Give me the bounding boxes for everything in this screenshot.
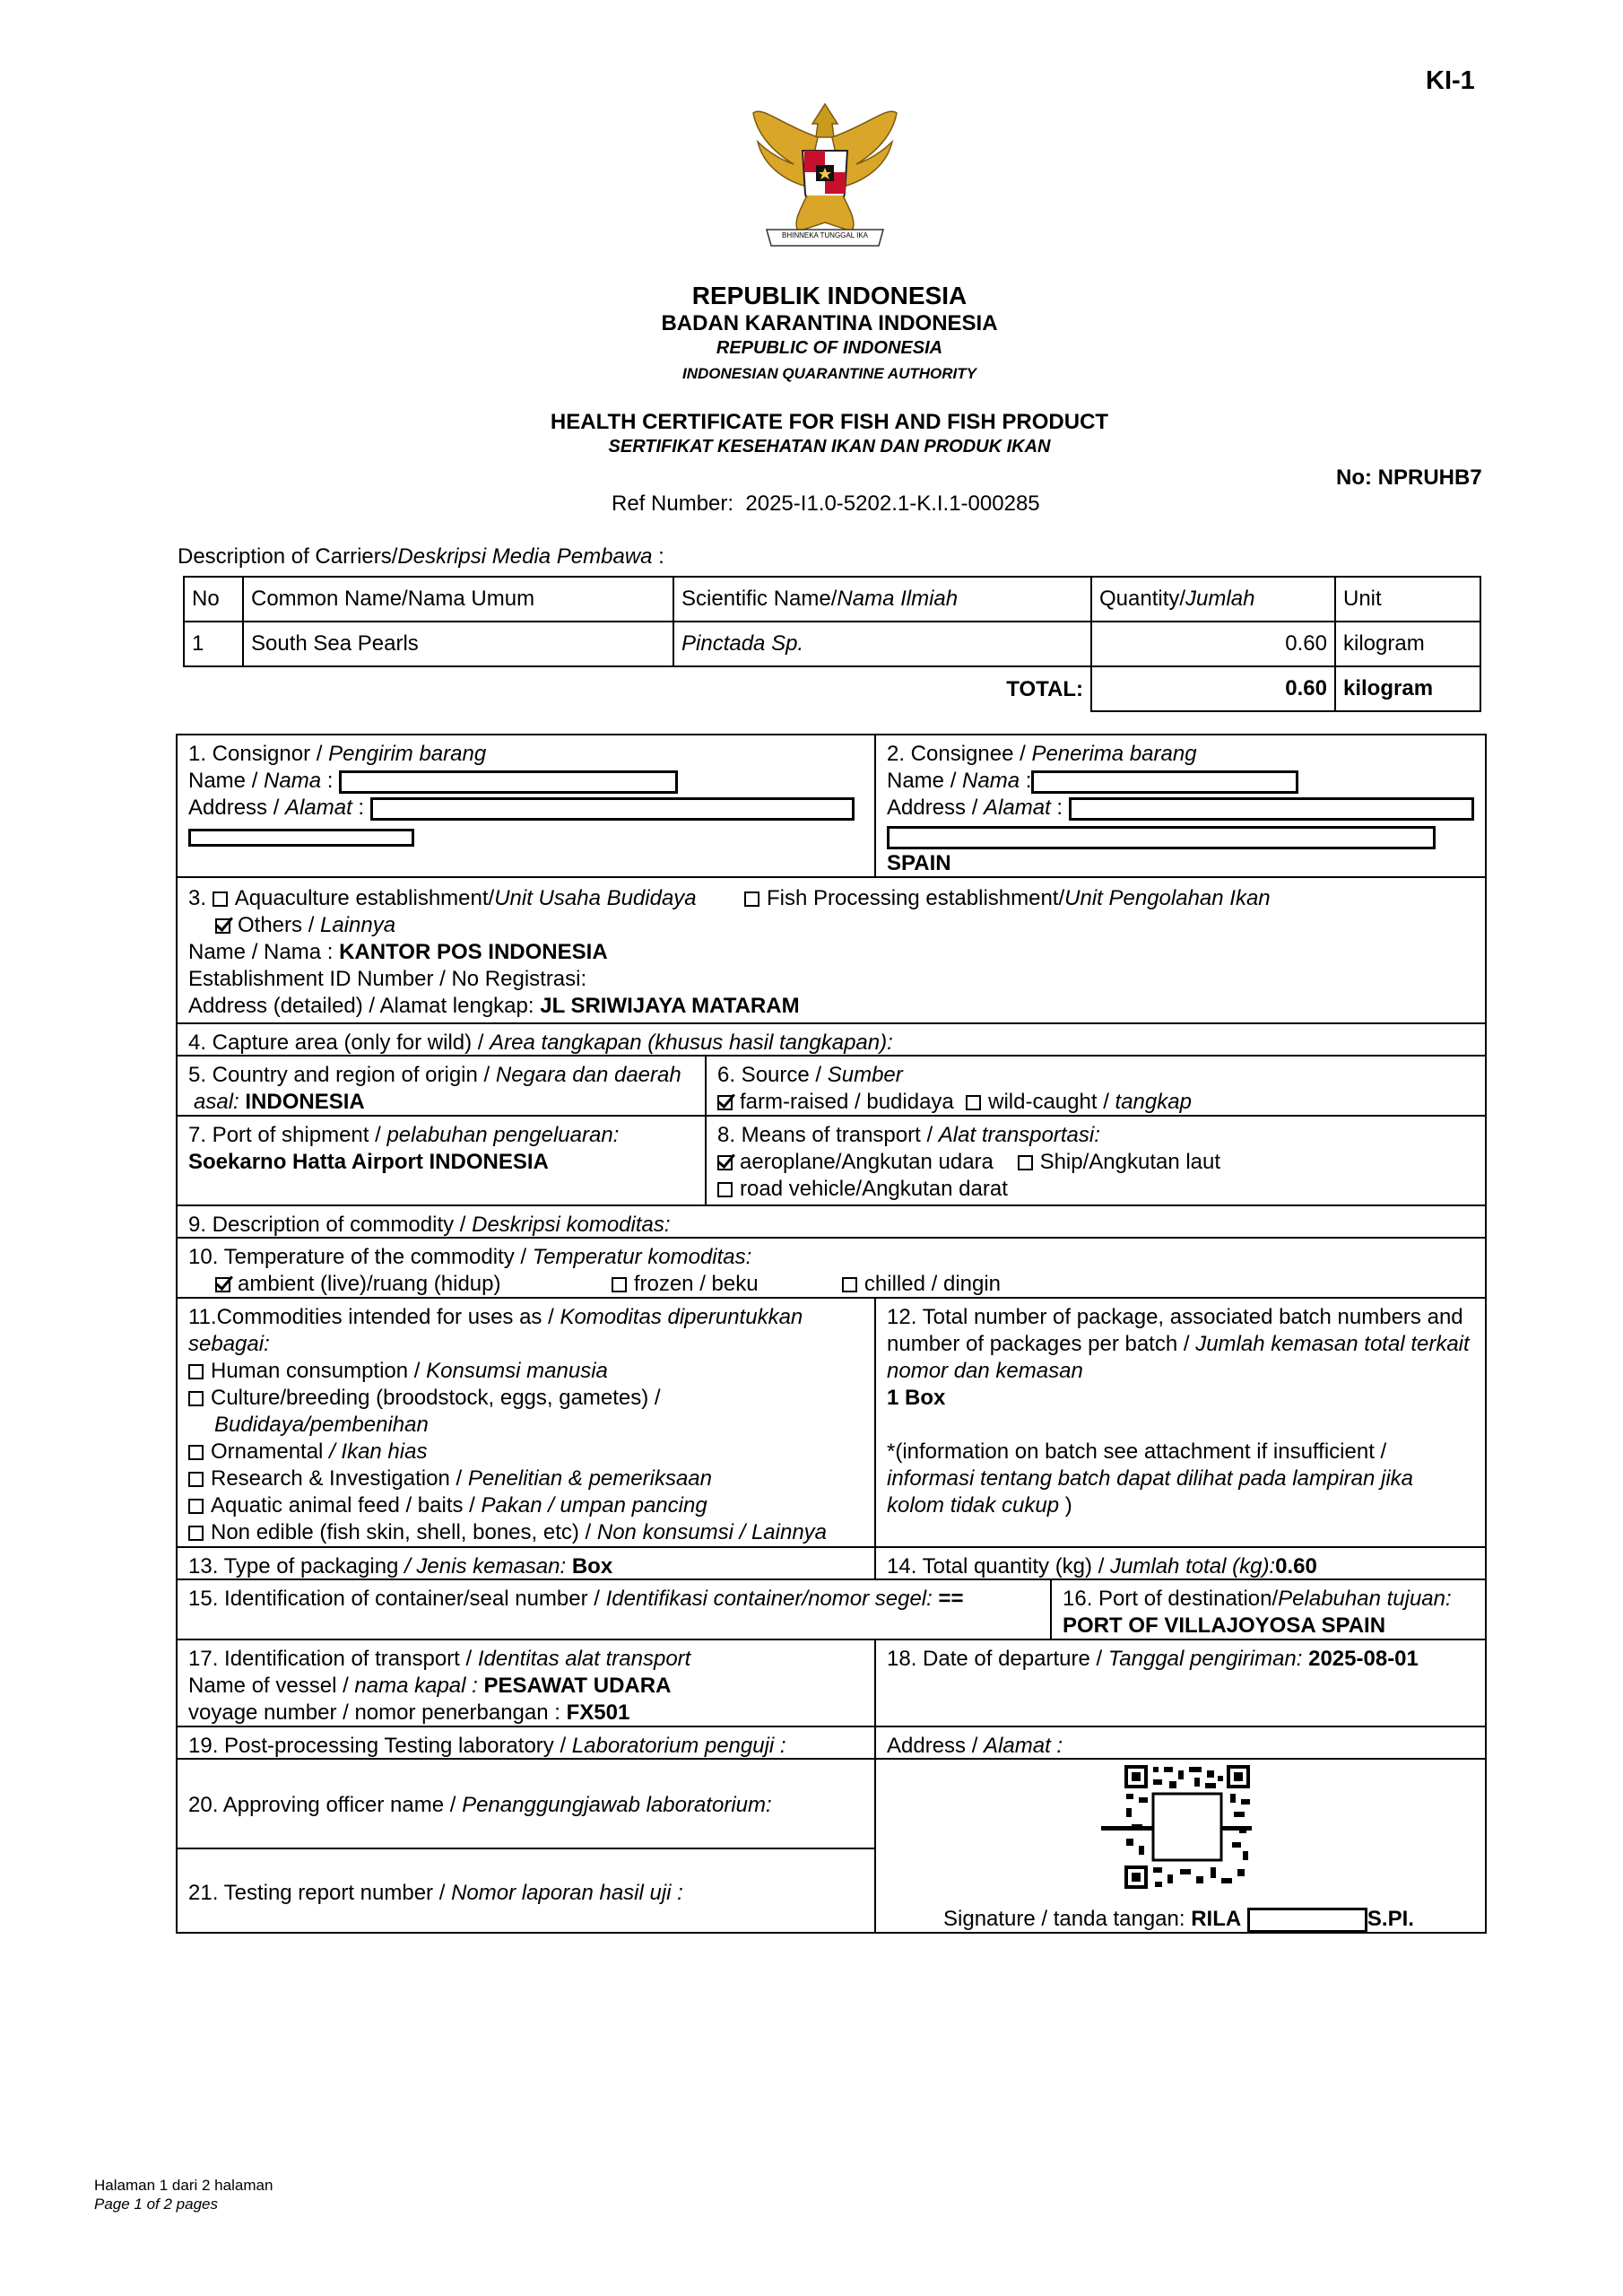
total-quantity-value: 0.60 <box>1275 1554 1317 1578</box>
source-box: 6. Source / Sumber farm-raised / budidaya wild-caught / tangkap <box>717 1063 1192 1114</box>
qr-code <box>1099 1763 1254 1891</box>
redacted-signature-name <box>1247 1908 1367 1933</box>
signature-line <box>943 1906 1414 1933</box>
row-quantity: 0.60 <box>1091 622 1335 666</box>
row-unit: kilogram <box>1335 622 1480 666</box>
redacted-address <box>1069 797 1474 821</box>
total-unit: kilogram <box>1335 666 1480 711</box>
checkbox-ambient[interactable] <box>215 1277 230 1292</box>
checkbox-research[interactable] <box>188 1472 204 1487</box>
redacted-address-2 <box>188 829 414 847</box>
package-value: 1 Box <box>887 1386 946 1410</box>
container-seal-box: 15. Identification of container/seal number / Identifikasi container/nomor segel: == <box>188 1587 964 1611</box>
origin-box: 5. Country and region of origin / Negara dan daerah asal: INDONESIA <box>188 1063 681 1114</box>
ref-label: Ref Number: <box>612 491 734 516</box>
table-row <box>184 622 1480 666</box>
total-label: TOTAL: <box>184 666 1091 711</box>
port-shipment-box: 7. Port of shipment / pelabuhan pengeluaran: Soekarno Hatta Airport INDONESIA <box>178 1118 705 1179</box>
port-shipment-value: Soekarno Hatta Airport INDONESIA <box>188 1150 549 1174</box>
certificate-number: No: NPRUHB7 <box>1336 465 1482 490</box>
header-unit: Unit <box>1335 577 1480 622</box>
packaging-value: Box <box>571 1554 613 1578</box>
checkbox-non-edible[interactable] <box>188 1526 204 1541</box>
testing-report-box: 21. Testing report number / Nomor laporan hasil uji : <box>188 1881 683 1905</box>
checkbox-chilled[interactable] <box>842 1277 857 1292</box>
destination-value: PORT OF VILLAJOYOSA SPAIN <box>1063 1613 1386 1638</box>
form-code: KI-1 <box>1426 66 1475 95</box>
vessel-value: PESAWAT UDARA <box>483 1674 672 1698</box>
page-footer <box>94 2176 273 2214</box>
header-republic: REPUBLIC OF INDONESIA <box>716 338 943 358</box>
checkbox-frozen[interactable] <box>612 1277 627 1292</box>
total-quantity: 0.60 <box>1091 666 1335 711</box>
checkbox-road-vehicle[interactable] <box>717 1182 733 1197</box>
establishment-box: 3. Aquaculture establishment/Unit Usaha Budidaya Fish Processing establishment/Unit Pengolahan Ikan Others / Lainnya Name / Nama : KANTOR POS INDONESIA Establishment ID Number / No Registrasi: Address (detailed) / Alamat lengkap: JL SRIWIJAYA MATARAM <box>188 886 1271 1018</box>
departure-date-value: 2025-08-01 <box>1308 1647 1419 1671</box>
consignee-country: SPAIN <box>887 851 951 875</box>
checkbox-animal-feed[interactable] <box>188 1499 204 1514</box>
header-republik: REPUBLIK INDONESIA <box>691 282 968 309</box>
transport-id-box: 17. Identification of transport / Identitas alat transport Name of vessel / nama kapal : PESAWAT UDARA voyage number / nomor penerbangan : FX501 <box>188 1647 691 1725</box>
total-quantity-box: 14. Total quantity (kg) / Jumlah total (kg):0.60 <box>887 1554 1317 1578</box>
establishment-name: KANTOR POS INDONESIA <box>339 940 608 964</box>
checkbox-aeroplane[interactable] <box>717 1155 733 1170</box>
signature-suffix: S.PI. <box>1367 1907 1414 1931</box>
lab-address-box: Address / Alamat : <box>887 1734 1063 1758</box>
footer-id: Halaman 1 dari 2 halaman <box>94 2177 273 2194</box>
consignee-box: 2. Consignee / Penerima barang Name / Nama : Address / Alamat : SPAIN <box>876 737 1486 881</box>
checkbox-human-consumption[interactable] <box>188 1364 204 1379</box>
checkbox-fish-processing[interactable] <box>744 891 759 907</box>
package-box: 12. Total number of package, associated batch numbers and number of packages per batch / Jumlah kemasan total terkait nomor dan kemasan 1 Box *(information on batch see attachment if insufficient / informasi tentang batch dapat dilihat pada lampiran jika kolom tidak cukup ) <box>876 1300 1486 1523</box>
signature-label: Signature / tanda tangan: <box>943 1907 1185 1931</box>
header-common: Common Name/Nama Umum <box>243 577 673 622</box>
approving-officer-box: 20. Approving officer name / Penanggungjawab laboratorium: <box>188 1793 772 1817</box>
commodity-description-box: 9. Description of commodity / Deskripsi komoditas: <box>188 1213 671 1237</box>
container-seal-value: == <box>938 1587 964 1611</box>
voyage-value: FX501 <box>566 1700 630 1725</box>
certificate-subtitle: SERTIFIKAT KESEHATAN IKAN DAN PRODUK IKAN <box>608 437 1051 457</box>
total-row <box>184 666 1480 711</box>
capture-area-box: 4. Capture area (only for wild) / Area tangkapan (khusus hasil tangkapan): <box>188 1031 893 1055</box>
departure-date-box: 18. Date of departure / Tanggal pengiriman: 2025-08-01 <box>887 1647 1419 1671</box>
row-no: 1 <box>184 622 243 666</box>
temperature-box: 10. Temperature of the commodity / Temperatur komoditas: ambient (live)/ruang (hidup) frozen / beku chilled / dingin <box>188 1245 1002 1296</box>
emblem-motto: BHINNEKA TUNGGAL IKA <box>781 231 869 239</box>
checkbox-wild-caught[interactable] <box>966 1095 981 1110</box>
checkbox-others[interactable] <box>215 918 230 934</box>
row-common: South Sea Pearls <box>243 622 673 666</box>
checkbox-aquaculture[interactable] <box>213 891 228 907</box>
carriers-header-row <box>184 577 1480 622</box>
garuda-emblem <box>744 97 906 249</box>
checkbox-ship[interactable] <box>1018 1155 1033 1170</box>
intended-use-box: 11.Commodities intended for uses as / Komoditas diperuntukkan sebagai: Human consumption / Konsumsi manusia Culture/breeding (broodstock, eggs, gametes) / Budidaya/pembenihan Ornamental / Ikan hias Research & Investigation / Penelitian & pemeriksaan Aquatic animal feed / baits / Pakan / umpan pancing Non edible (fish skin, shell, bones, etc) / Non konsumsi / Lainnya <box>188 1305 828 1544</box>
transport-means-box: 8. Means of transport / Alat transportasi: aeroplane/Angkutan udara Ship/Angkutan laut road vehicle/Angkutan darat <box>717 1123 1221 1201</box>
carriers-label: Description of Carriers/Deskripsi Media Pembawa : <box>178 544 664 569</box>
establishment-address: JL SRIWIJAYA MATARAM <box>540 994 800 1018</box>
redacted-address <box>370 797 855 821</box>
header-scientific: Scientific Name/Nama Ilmiah <box>673 577 1091 622</box>
checkbox-farm-raised[interactable] <box>717 1095 733 1110</box>
checkbox-culture-breeding[interactable] <box>188 1391 204 1406</box>
consignor-box: 1. Consignor / Pengirim barang Name / Nama : Address / Alamat : <box>178 737 873 854</box>
header-no: No <box>184 577 243 622</box>
packaging-type-box: 13. Type of packaging / Jenis kemasan: Box <box>188 1554 613 1578</box>
redacted-address-2 <box>887 826 1436 849</box>
origin-value: INDONESIA <box>245 1090 365 1114</box>
destination-box: 16. Port of destination/Pelabuhan tujuan: PORT OF VILLAJOYOSA SPAIN <box>1052 1582 1486 1643</box>
header-quantity: Quantity/Jumlah <box>1091 577 1335 622</box>
redacted-name <box>1031 770 1298 794</box>
ref-value: 2025-I1.0-5202.1-K.I.1-000285 <box>745 491 1040 516</box>
signature-name: RILA <box>1191 1907 1242 1931</box>
certificate-title: HEALTH CERTIFICATE FOR FISH AND FISH PRODUCT <box>550 410 1109 434</box>
header-block <box>0 280 1623 389</box>
checkbox-ornamental[interactable] <box>188 1445 204 1460</box>
footer-en: Page 1 of 2 pages <box>94 2196 219 2213</box>
redacted-name <box>339 770 678 794</box>
testing-lab-box: 19. Post-processing Testing laboratory / Laboratorium penguji : <box>188 1734 786 1758</box>
ref-number <box>612 491 1040 517</box>
row-scientific: Pinctada Sp. <box>673 622 1091 666</box>
header-badan: BADAN KARANTINA INDONESIA <box>661 311 998 335</box>
header-authority: INDONESIAN QUARANTINE AUTHORITY <box>681 365 977 382</box>
carriers-table <box>183 576 1481 712</box>
